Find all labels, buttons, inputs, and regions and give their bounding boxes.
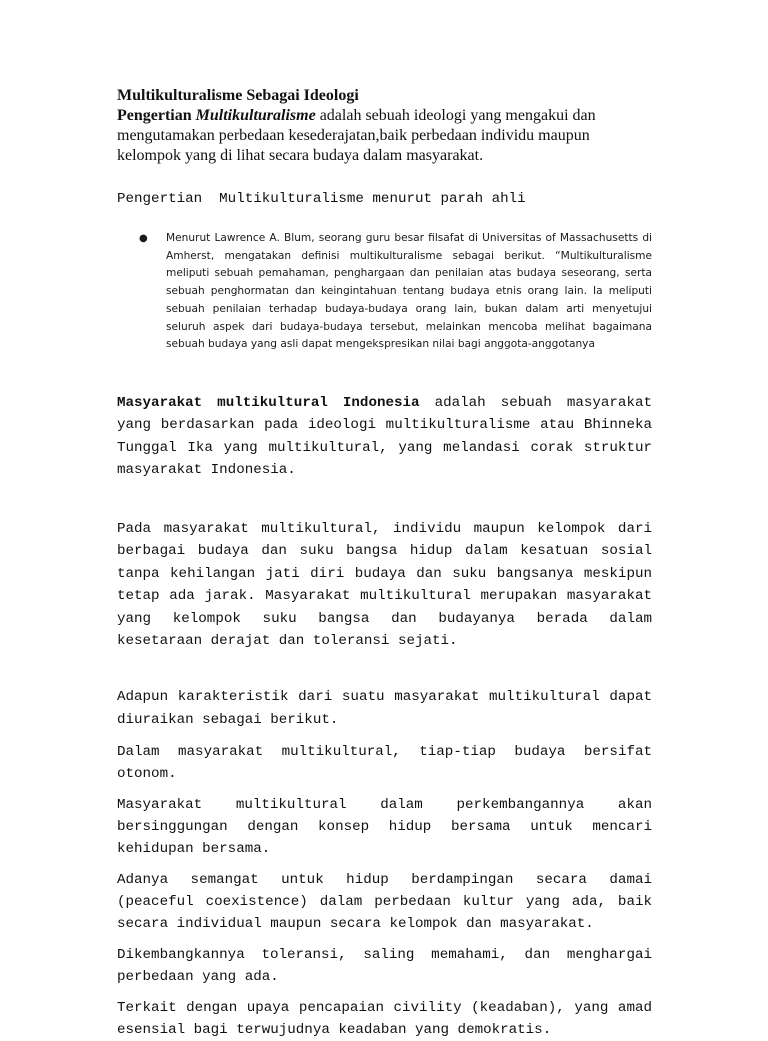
characteristic-item: Adanya semangat untuk hidup berdampingan secara damai (peaceful coexistence) dalam perbedaan kultur yang ada, baik secara individual maupun secara kelompok dan masyarakat. [117,871,652,932]
intro-term: Multikulturalisme [195,107,316,124]
paragraph-pada: Pada masyarakat multikultural, individu maupun kelompok dari berbagai budaya dan suku bangsa hidup dalam kesatuan sosial tanpa kehilangan jati diri budaya dan suku bangsanya meskipun tetap ada jarak. Masyarakat multikultural merupakan masyarakat yang kelompok suku bangsa dan budayanya berada dalam kesetaraan derajat dan toleransi sejati. [117,520,652,650]
intro-label: Pengertian [117,107,192,124]
paragraph-masyarakat-bold: Masyarakat multikultural Indonesia [117,394,420,411]
bullet-icon: ● [139,233,148,244]
characteristic-item: Dalam masyarakat multikultural, tiap-tiap budaya bersifat otonom. [117,743,652,782]
paragraph-masyarakat [117,392,652,482]
list-item [117,230,652,354]
characteristic-item: Masyarakat multikultural dalam perkembangannya akan bersinggungan dengan konsep hidup bersama untuk mencari kehidupan bersama. [117,796,652,857]
experts-list [117,230,652,354]
document-title: Multikulturalisme Sebagai Ideologi [117,87,359,104]
intro-paragraph [117,106,652,166]
paragraph-adapun: Adapun karakteristik dari suatu masyarakat multikultural dapat diuraikan sebagai berikut. [117,688,652,728]
intro-text: adalah sebuah ideologi yang mengakui dan mengutamakan perbedaan kesederajatan,baik perbedaan individu maupun kelompok yang di lihat secara budaya dalam masyarakat. [117,107,596,164]
characteristic-item: Dikembangkannya toleransi, saling memahami, dan menghargai perbedaan yang ada. [117,946,652,985]
bullet-text: Menurut Lawrence A. Blum, seorang guru besar filsafat di Universitas of Massachusetts di Amherst, mengatakan definisi multikulturalisme sebagai berikut. “Multikulturalisme meliputi sebuah pemahaman, penghargaan dan penilaian atas budaya seseorang, serta sebuah penghormatan dan keingintahuan tentang budaya etnis orang lain. Ia meliputi sebuah penilaian terhadap budaya-budaya orang lain, bukan dalam arti menyetujui seluruh aspek dari budaya-budaya tersebut, melainkan mencoba melihat bagaimana sebuah budaya yang asli dapat mengekspresikan nilai bagi anggota-anggotanya [166,232,652,351]
characteristic-item: Terkait dengan upaya pencapaian civility (keadaban), yang amad esensial bagi terwujudnya keadaban yang demokratis. [117,999,652,1038]
experts-heading: Pengertian Multikulturalisme menurut parah ahli [117,191,526,207]
paragraph-masyarakat-text: adalah sebuah masyarakat yang berdasarkan pada ideologi multikulturalisme atau Bhinneka Tunggal Ika yang multikultural, yang melandasi corak struktur masyarakat Indonesia. [117,394,652,479]
